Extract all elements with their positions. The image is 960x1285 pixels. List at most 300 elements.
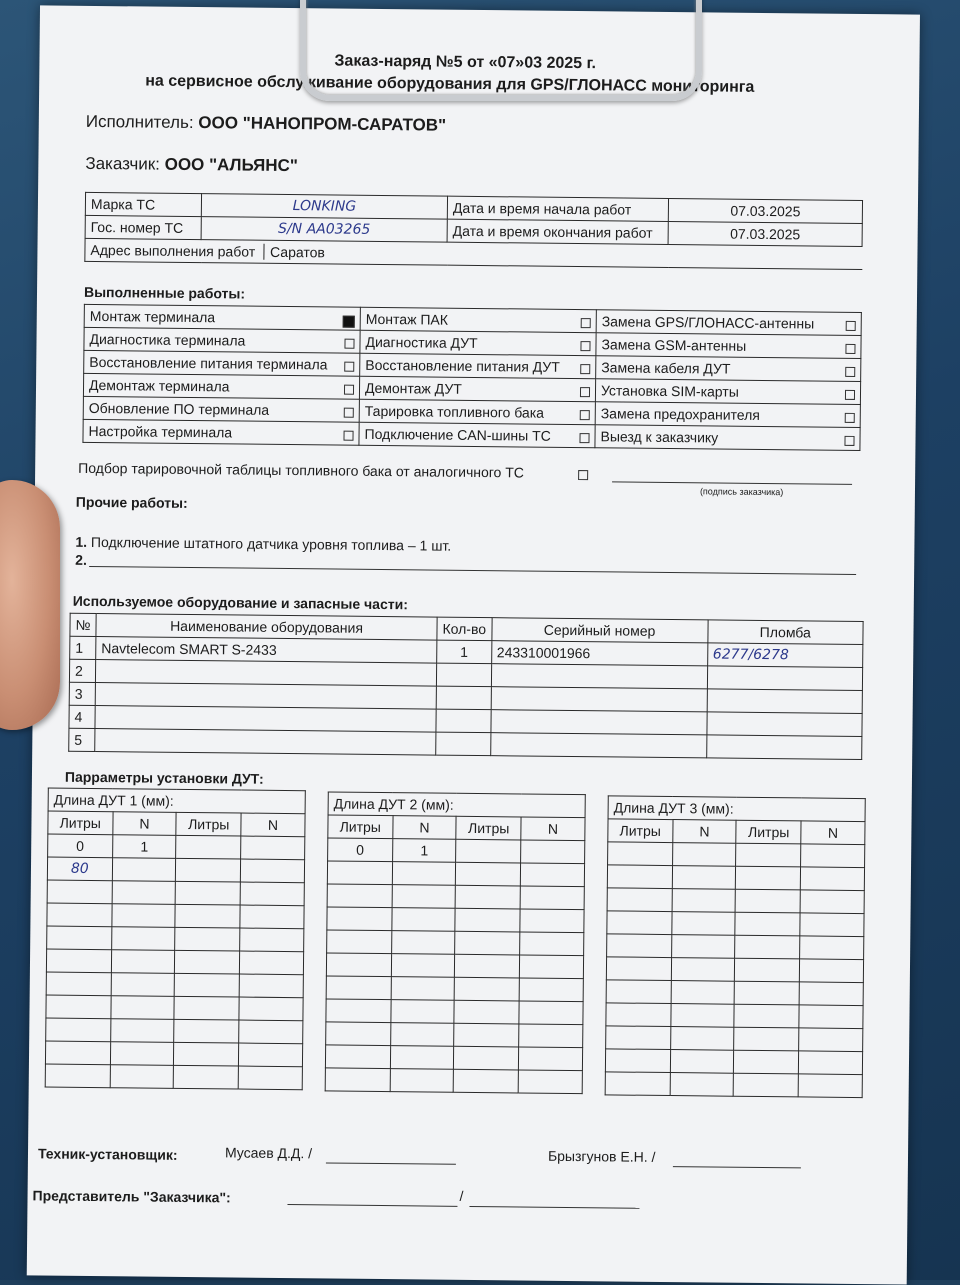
dut-row [45,1041,302,1067]
work-item-label: Тарировка топливного бака [364,402,545,421]
dut-row [606,1026,863,1052]
dut-cell [175,904,240,928]
dut-row [326,953,583,979]
dut-column-header: N [521,817,585,841]
work-item-label: Демонтаж терминала [88,376,230,395]
dut-table-3 [605,795,866,1098]
dut-cell [607,865,672,889]
dut-row [47,880,304,906]
equipment-cell [707,666,863,691]
end-value: 07.03.2025 [668,221,862,246]
dut-row [47,903,304,929]
dut-cell: 1 [392,839,456,863]
representative-separator: / [459,1187,464,1204]
dut-cell [241,836,305,860]
dut-cell [390,1046,454,1070]
dut-cell: 0 [328,838,393,862]
work-item-label: Подключение CAN-шины ТС [364,425,551,444]
dut-cell [735,935,800,959]
dut-column-header: Литры [608,819,673,843]
dut-cell [47,903,112,927]
equipment-cell: Navtelecom SMART S-2433 [96,637,437,664]
dut-cell: 0 [48,834,113,858]
dut-cell [456,885,521,909]
dut-table-title: Длина ДУТ 1 (мм): [48,788,305,814]
dut-cell [800,913,864,937]
dut-cell [326,976,391,1000]
dut-cell [735,958,800,982]
dut-cell [176,858,241,882]
equipment-cell: 243310001966 [491,641,707,666]
dut-row [325,1045,582,1071]
dut-cell [174,1042,239,1066]
dut-cell [455,908,520,932]
executor-label: Исполнитель: [85,111,194,133]
dut-cell [111,996,175,1020]
dut-cell [670,1073,734,1097]
dut-row [606,957,863,983]
dut-cell [799,1005,863,1029]
dut-cell [607,888,672,912]
work-item-label: Демонтаж ДУТ [364,379,462,397]
work-item [360,330,596,355]
dut-cell [455,977,520,1001]
dut-cell [672,843,736,867]
dut-row [327,930,584,956]
dut-column-header: Литры [736,820,801,844]
dut-cell [240,951,304,975]
dut-column-header: N [113,812,177,836]
equipment-cell [706,735,862,760]
equipment-cell: 4 [69,705,95,728]
dut-cell [391,1000,455,1024]
work-item-label: Замена предохранителя [600,405,761,423]
dut-cell [47,880,112,904]
dut-cell [47,926,112,950]
start-label: Дата и время начала работ [447,196,668,221]
dut-cell [111,927,175,951]
checkbox[interactable] [344,408,354,418]
work-item [359,399,595,424]
dut-table-1 [45,788,306,1091]
work-item [596,333,861,359]
dut-cell [735,912,800,936]
dut-cell [175,950,240,974]
equipment-cell [436,709,491,733]
dut-row [607,911,864,937]
thumb [0,480,60,730]
address-value: Саратов [263,244,325,261]
dut-cell [456,839,521,863]
dut-row [326,976,583,1002]
work-item-label: Монтаж ПАК [365,310,449,328]
dut-cell [798,1074,862,1098]
dut-cell [799,1028,863,1052]
work-item [359,422,595,447]
dut-row [606,980,863,1006]
dut-cell [239,1020,303,1044]
column-header: Серийный номер [491,618,707,643]
work-item [83,419,359,445]
dut-cell [734,1073,799,1097]
dut-cell [176,835,241,859]
dut-cell [112,904,176,928]
dut-row [46,949,303,975]
dut-cell [238,1066,302,1090]
dut-row [607,865,864,891]
dut-cell [520,955,584,979]
work-item [84,327,360,353]
dut-row [45,1064,302,1090]
dut-cell [670,1027,734,1051]
dut-cell [519,1047,583,1071]
dut-cell [46,972,111,996]
dut-row [605,1072,862,1098]
dut-cell [46,949,111,973]
dut-row [326,1022,583,1048]
works-table [82,304,861,451]
works-heading: Выполненные работы: [83,283,246,302]
checkbox[interactable] [344,339,354,349]
dut-column-header: Литры [328,815,393,839]
end-label: Дата и время окончания работ [447,219,668,244]
dut-cell [110,1042,174,1066]
dut-cell [734,1050,799,1074]
dut-cell [392,885,456,909]
dut-cell [112,858,176,882]
equipment-table [68,613,863,760]
dut-cell [607,934,672,958]
dut-cell [605,1072,670,1096]
technician-2-signature-line [673,1166,801,1168]
dut-cell [799,959,863,983]
dut-cell [606,1026,671,1050]
work-item-label: Выезд к заказчику [600,428,719,446]
dut-cell [175,973,240,997]
work-item [84,304,360,330]
representative-signature-line [469,1206,639,1209]
dut-row [327,907,584,933]
work-item [595,402,860,428]
dut-cell [327,930,392,954]
column-header: Наименование оборудования [96,614,437,641]
representative-name-line [287,1204,457,1207]
checkbox[interactable] [344,362,354,372]
dut-column-header: N [672,820,736,844]
work-item-label: Настройка терминала [88,422,233,441]
other-heading: Прочие работы: [75,493,188,511]
dut-cell [239,974,303,998]
dut-cell [671,912,735,936]
dut-row [47,926,304,952]
dut-column-header: N [241,813,305,837]
dut-cell [800,936,864,960]
work-item-label: Восстановление питания ДУТ [365,356,560,375]
equipment-cell: 1 [437,640,492,664]
dut-cell [519,1024,583,1048]
dut-row [607,888,864,914]
executor-value: ООО "НАНОПРОМ-САРАТОВ" [198,113,447,135]
other-item-1: Подключение штатного датчика уровня топлива – 1 шт. [90,533,452,554]
work-item [83,373,359,399]
dut-cell [110,1065,174,1089]
checkbox[interactable] [579,433,589,443]
dut-cell [325,1045,390,1069]
work-item [359,376,595,401]
dut-cell [391,977,455,1001]
work-item [595,379,860,405]
dut-cell [520,932,584,956]
work-item [83,396,359,422]
vehicle-table [84,192,863,270]
checkbox[interactable] [844,436,854,446]
checkbox[interactable] [581,318,591,328]
checkbox[interactable] [845,367,855,377]
dut-cell [671,935,735,959]
technician-1: Мусаев Д.Д. / [224,1144,313,1162]
dut-cell [240,882,304,906]
dut-cell [174,1019,239,1043]
dut-cell [735,981,800,1005]
dut-cell [454,1046,519,1070]
customer-value: ООО "АЛЬЯНС" [164,154,299,176]
table-selection-checkbox[interactable] [578,470,588,480]
work-item-label: Замена GSM-антенны [601,336,747,354]
work-item-label: Обновление ПО терминала [88,399,270,418]
work-item-label: Восстановление питания терминала [89,353,328,373]
dut-row [46,1018,303,1044]
equipment-cell [490,710,706,735]
technician-label: Техник-установщик: [37,1145,178,1163]
work-item [595,425,860,451]
dut-cell [239,997,303,1021]
dut-cell [391,931,455,955]
dut-cell [455,954,520,978]
dut-cell [326,953,391,977]
checked-checkbox[interactable] [343,315,355,327]
dut-cell [46,1018,111,1042]
column-header: Кол-во [437,617,492,641]
checkbox[interactable] [845,390,855,400]
checkbox[interactable] [580,364,590,374]
dut-cell [454,1000,519,1024]
equipment-cell: 6277/6278 [707,643,863,668]
dut-cell [736,843,801,867]
checkbox[interactable] [846,321,856,331]
dut-row [46,995,303,1021]
dut-cell [174,1065,239,1089]
checkbox[interactable] [580,410,590,420]
dut-cell [734,1027,799,1051]
work-item-label: Замена кабеля ДУТ [601,359,731,377]
start-value: 07.03.2025 [668,198,862,223]
dut-cell [605,1049,670,1073]
other-item-2-line [89,566,856,575]
work-item [84,350,360,376]
dut-column-header: Литры [48,811,113,835]
dut-cell [456,862,521,886]
equipment-cell: 1 [70,636,96,659]
dut-cell [454,1069,519,1093]
dut-cell [736,866,801,890]
signature-caption: (подпись заказчика) [699,486,784,498]
dut-cell [800,867,864,891]
brand-value: LONKING [201,194,447,220]
doc-title: Заказ-наряд №5 от «07»03 2025 г. [334,52,597,73]
customer-signature-line [612,481,852,485]
dut-column-header: N [392,816,456,840]
checkbox[interactable] [580,387,590,397]
dut-cell [520,863,584,887]
work-item [360,353,596,378]
equipment-cell [491,687,707,712]
equipment-heading: Используемое оборудование и запасные части: [72,592,409,613]
dut-cell [390,1023,454,1047]
dut-cell [326,1022,391,1046]
dut-row [327,861,584,887]
dut-column-header: N [801,821,865,845]
dut-cell [327,884,392,908]
dut-cell [606,1003,671,1027]
work-item-label: Установка SIM-карты [600,382,739,400]
dut-cell [239,1043,303,1067]
dut-cell [671,1004,735,1028]
equipment-cell [436,732,491,756]
equipment-cell: 5 [69,728,95,751]
dut-cell [799,1051,863,1075]
dut-row [326,999,583,1025]
work-item-label: Диагностика терминала [89,330,246,349]
technician-2: Брызгунов Е.Н. / [547,1147,656,1165]
plate-value: S/N AA03265 [201,217,447,243]
dut-cell [672,889,736,913]
equipment-cell [707,689,863,714]
dut-cell [671,958,735,982]
dut-table-title: Длина ДУТ 2 (мм): [328,792,585,818]
dut-cell: 80 [47,857,112,881]
dut-cell [110,1019,174,1043]
dut-row [327,884,584,910]
dut-cell [175,927,240,951]
dut-cell [176,881,241,905]
checkbox[interactable] [845,413,855,423]
dut-row [47,857,304,883]
plate-label: Гос. номер ТС [85,215,201,239]
work-item [360,307,596,332]
dut-cell [608,842,673,866]
dut-cell [240,928,304,952]
work-item [596,356,861,382]
dut-row [48,834,305,860]
dut-cell [174,996,239,1020]
checkbox[interactable] [845,344,855,354]
dut-table-title: Длина ДУТ 3 (мм): [608,796,865,822]
dut-cell [111,950,175,974]
dut-cell [670,1050,734,1074]
dut-cell [45,1064,110,1088]
dut-cell [801,844,865,868]
work-item [596,310,861,336]
dut-heading: Парраметры установки ДУТ: [64,768,264,787]
dut-cell [45,1041,110,1065]
checkbox[interactable] [343,431,353,441]
dut-cell [455,931,520,955]
brand-label: Марка ТС [85,192,201,216]
representative-label: Представитель "Заказчика": [32,1187,231,1206]
dut-cell [327,907,392,931]
dut-row [325,1068,582,1094]
dut-cell [520,909,584,933]
customer-label: Заказчик: [85,153,161,174]
dut-row [46,972,303,998]
dut-row [606,1003,863,1029]
dut-cell [800,890,864,914]
dut-row [605,1049,862,1075]
dut-cell [518,1070,582,1094]
binder-clip [300,0,702,101]
dut-cell [606,957,671,981]
technician-1-signature-line [326,1162,456,1164]
dut-cell [454,1023,519,1047]
dut-cell [112,881,176,905]
dut-cell [519,1001,583,1025]
equipment-cell: 2 [69,659,95,682]
dut-cell [46,995,111,1019]
checkbox[interactable] [344,385,354,395]
dut-cell [607,911,672,935]
dut-cell [520,886,584,910]
work-item-label: Монтаж терминала [89,307,216,325]
dut-cell [240,859,304,883]
dut-cell [240,905,304,929]
dut-cell [736,889,801,913]
checkbox[interactable] [580,341,590,351]
equipment-cell [436,663,491,687]
equipment-cell [95,729,436,756]
dut-cell: 1 [112,835,176,859]
work-order-sheet [27,5,920,1284]
dut-cell [326,999,391,1023]
dut-column-header: Литры [456,816,521,840]
dut-cell [519,978,583,1002]
column-header: № [70,613,96,636]
dut-row [328,838,585,864]
equipment-cell: 3 [69,682,95,705]
work-item-label: Диагностика ДУТ [365,333,478,351]
dut-cell [606,980,671,1004]
dut-cell [325,1068,390,1092]
equipment-cell [706,712,862,737]
dut-table-2 [325,791,586,1094]
dut-row [607,934,864,960]
address-label: Адрес выполнения работ [90,241,256,260]
dut-cell [734,1004,799,1028]
dut-column-header: Литры [176,812,241,836]
dut-cell [671,981,735,1005]
dut-cell [390,1069,454,1093]
dut-row [608,842,865,868]
dut-cell [111,973,175,997]
work-item-label: Замена GPS/ГЛОНАСС-антенны [601,313,815,332]
dut-cell [672,866,736,890]
table-selection-text: Подбор тарировочной таблицы топливного бака от аналогичного ТС [78,459,525,481]
dut-cell [392,908,456,932]
dut-cell [521,840,585,864]
equipment-cell [436,686,491,710]
equipment-cell [490,733,706,758]
other-item-1-number: 1. [75,533,88,550]
dut-cell [799,982,863,1006]
